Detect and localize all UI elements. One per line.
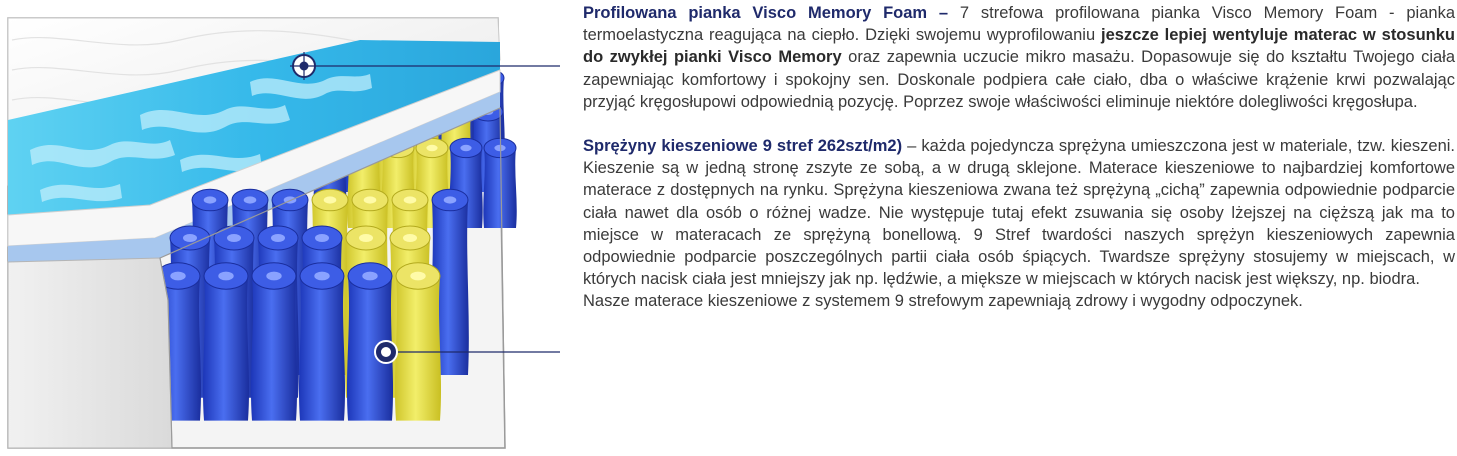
mattress-cross-section-illustration (0, 0, 560, 456)
pocket-spring (251, 263, 297, 421)
springs-heading: Sprężyny kieszeniowe 9 stref 262szt/m2) (583, 137, 903, 156)
foam-description (583, 2, 1455, 113)
pocket-spring (395, 263, 441, 421)
mattress-side-panel (8, 258, 172, 448)
foam-text-part-2: oraz zapewnia uczucie mikro masażu. Dopasowuje się do kształtu Twojego ciała zapewniając komfortowy i spokojny sen. Doskonale podpiera całe ciało, dba o właściwe krążenie krwi pozwalając przyjąć kręgosłupowi odpowiednią pozycję. Poprzez swoje właściwości eliminuje niektóre dolegliwości kręgosłupa. (583, 48, 1455, 111)
foam-highlight: jeszcze lepiej wentyluje materac w stosunku do zwykłej pianki Visco Memory (583, 26, 1455, 67)
description-column (583, 2, 1455, 313)
foam-heading: Profilowana pianka Visco Memory Foam – (583, 4, 949, 22)
foam-text-part-1: 7 strefowa profilowana pianka Visco Memory Foam - pianka termoelastyczna reagująca na ciepło. Dzięki swojemu wyprofilowaniu (583, 4, 1455, 45)
callout-marker-springs-icon (375, 341, 397, 363)
pocket-spring (203, 263, 249, 421)
springs-text: – każda pojedyncza sprężyna umieszczona jest w materiale, tzw. kieszeni. Kieszenie są w jedną stronę zszyte ze sobą, a w drugą sklejone. Materace kieszeniowe to najbardziej komfortowe materace z dostępnych na rynku. Sprężyna kieszeniowa zwana też sprężyną „cichą” zapewnia odpowiednie podparcie ciała nawet dla osób o różnej wadze. Nie występuje tutaj efekt zsuwania się osoby lżejszej na cięższą jak ma to miejsce w materacach ze sprężyną bonellową. 9 Stref twardości naszych sprężyn kieszeniowych zapewnia odpowiednie podparcie poszczególnych partii ciała osób śpiących. Twardsze sprężyny stosujemy w miejscach, w których nacisk ciała jest mniejszy jak np. lędźwie, a miększe w miejscach w których nacisk jest większy, np. biodra. (583, 137, 1455, 289)
springs-description (583, 135, 1455, 290)
mattress-diagram (0, 0, 560, 456)
closing-sentence: Nasze materace kieszeniowe z systemem 9 strefowym zapewniają zdrowy i wygodny odpoczynek. (583, 292, 1303, 311)
pocket-spring (483, 138, 516, 228)
pocket-spring (299, 263, 345, 421)
